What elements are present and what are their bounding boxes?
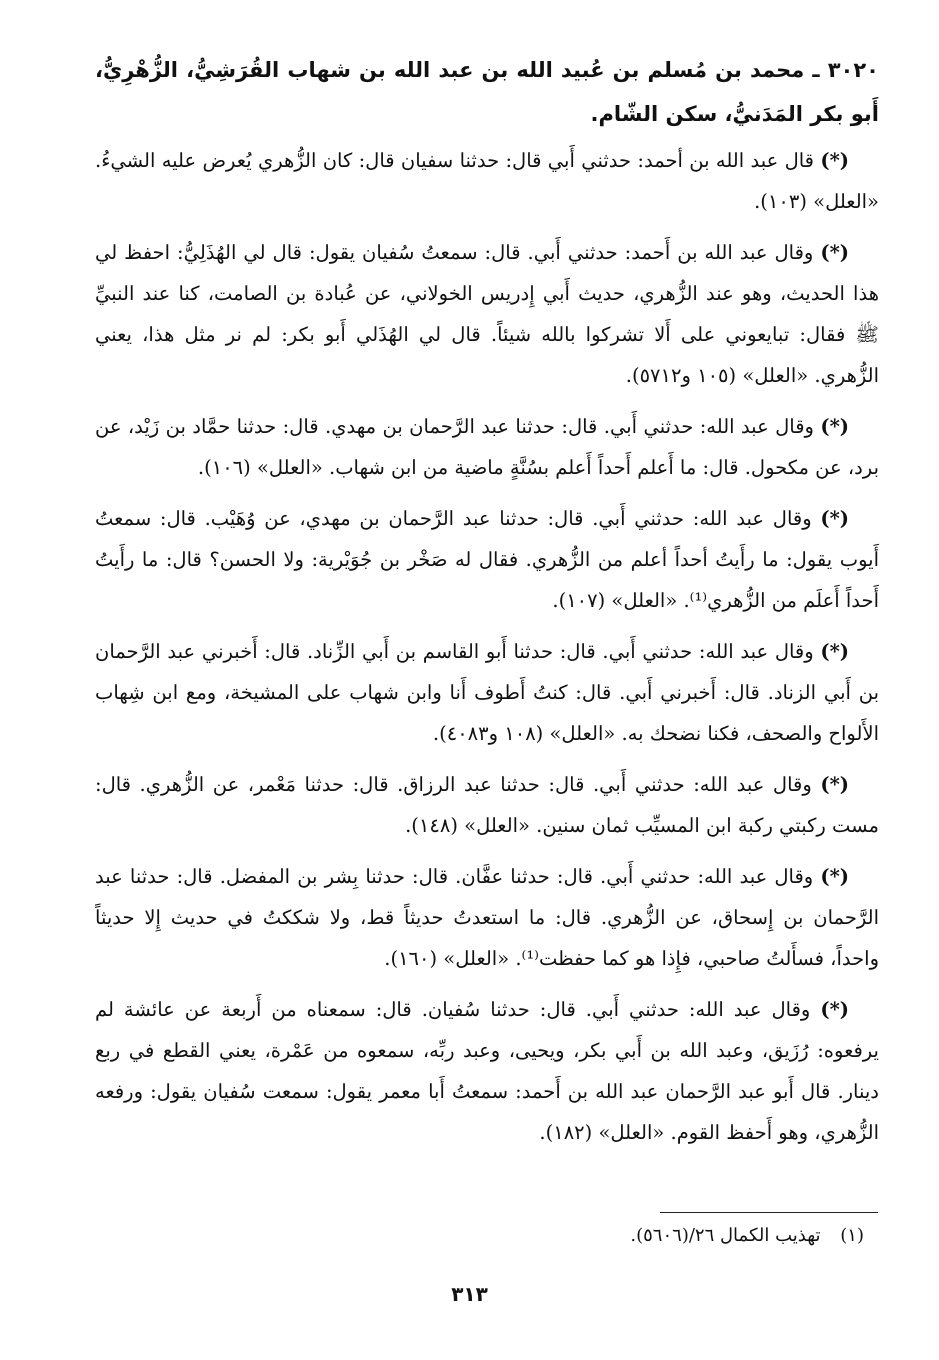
- asterisk-marker: (*): [820, 773, 849, 796]
- footnote-number: (١): [840, 1225, 864, 1246]
- paragraph-8: [95, 989, 879, 1153]
- paragraph-text: وقال عبد الله: حدثني أَبي. قال: حدثنا عبد الرزاق. قال: حدثنا مَعْمر، عن الزُّهري. قال: مست ركبتي ركبة ابن المسيِّب ثمان سنين. «العلل» (١٤٨).: [95, 773, 879, 837]
- paragraph-text: وقال عبد الله: حدثني أَبي. قال: حدثنا أَبو القاسم بن أَبي الزِّناد. قال: أَخبرني عبد الرَّحمان بن أَبي الزناد. قال: أَخبرني أَبي. قال: كنتُ أَطوف أَنا وابن شهاب على المشيخة، ومع ابن شِهاب الأَلواح والصحف، فكنا نضحك به. «العلل» (١٠٨ و٤٠٨٣).: [95, 640, 879, 745]
- footnote-text: تهذيب الكمال ٢٦/(٥٦٠٦).: [630, 1225, 821, 1246]
- page-number: ٣١٣: [451, 1282, 488, 1306]
- paragraph-text: وقال عبد الله: حدثني أَبي. قال: حدثنا سُفيان. قال: سمعناه من أَربعة عن عائشة لم يرفعوه: رُزَيق، وعبد الله بن أَبي بكر، ويحيى، وعبد ربِّه، سمعوه من عَمْرة، يعني القطع في ربع دينار. قال أَبو عبد الرَّحمان عبد الله بن أَحمد: سمعتُ أَبا معمر يقول: سمعت سُفيان يقول: ورفعه الزُّهري، وهو أَحفظ القوم. «العلل» (١٨٢).: [95, 998, 879, 1144]
- asterisk-marker: (*): [820, 507, 850, 530]
- asterisk-marker: (*): [820, 640, 850, 663]
- paragraph-text: قال عبد الله بن أحمد: حدثني أَبي قال: حدثنا سفيان قال: كان الزُّهري يُعرض عليه الشيءُ. «العلل» (١٠٣).: [95, 149, 879, 213]
- footnote: [630, 1225, 864, 1246]
- footnote-divider: [660, 1212, 878, 1213]
- paragraph-text: وقال عبد الله: حدثني أَبي. قال: حدثنا عبد الرَّحمان بن مهدي، عن وُهَيْب. قال: سمعتُ أَيوب يقول: ما رأَيتُ أحداً أعلم من الزُّهري. فقال له صَخْر بن جُوَيْرية: ولا الحسن؟ قال: ما رأَيتُ أَحداً أَعلَم من الزُّهري⁽¹⁾. «العلل» (١٠٧).: [95, 507, 879, 612]
- asterisk-marker: (*): [820, 998, 849, 1021]
- entry-heading: [95, 48, 879, 136]
- paragraph-3: [95, 406, 879, 488]
- page-body: [95, 48, 879, 1163]
- asterisk-marker: (*): [820, 241, 849, 264]
- paragraph-text: وقال عبد الله: حدثني أَبي. قال: حدثنا عبد الرَّحمان بن مهدي. قال: حدثنا حمَّاد بن زَيْد، عن برد، عن مكحول. قال: ما أَعلم أَحداً أَعلم بسُنَّةٍ ماضية من ابن شهاب. «العلل» (١٠٦).: [95, 415, 879, 479]
- paragraph-2: [95, 232, 879, 396]
- paragraph-text: وقال عبد الله بن أَحمد: حدثني أَبي. قال: سمعتُ سُفيان يقول: قال لي الهُذَلِيُّ: احفظ لي هذا الحديث، وهو عند الزُّهري، حديث أَبي إِدريس الخولاني، عن عُبادة بن الصامت، كنا عند النبيِّ ﷺ فقال: تبايعوني على أَلا تشركوا بالله شيئاً. قال لي الهُذَلي أَبو بكر: لم نر مثل هذا، يعني الزُّهري. «العلل» (١٠٥ و٥٧١٢).: [95, 241, 879, 387]
- paragraph-5: [95, 631, 879, 754]
- asterisk-marker: (*): [820, 149, 850, 172]
- asterisk-marker: (*): [820, 415, 850, 438]
- entry-title-text: ـ محمد بن مُسلم بن عُبيد الله بن عبد الله بن شهاب القُرَشِيُّ، الزُّهْرِيُّ، أَبو بكر المَدَنيُّ، سكن الشّام.: [95, 58, 879, 126]
- paragraph-text: وقال عبد الله: حدثني أَبي. قال: حدثنا عفَّان. قال: حدثنا بِشر بن المفضل. قال: حدثنا عبد الرَّحمان بن إِسحاق، عن الزُّهري. قال: ما استعدتُ حديثاً قط، ولا شككتُ في حديث إِلا حديثاً واحداً، فسأَلتُ صاحبي، فإِذا هو كما حفظت⁽¹⁾. «العلل» (١٦٠).: [95, 865, 879, 970]
- paragraph-7: [95, 856, 879, 979]
- paragraph-1: [95, 140, 879, 222]
- paragraph-4: [95, 498, 879, 621]
- paragraph-6: [95, 764, 879, 846]
- asterisk-marker: (*): [820, 865, 849, 888]
- entry-number: ٣٠٢٠: [827, 58, 880, 82]
